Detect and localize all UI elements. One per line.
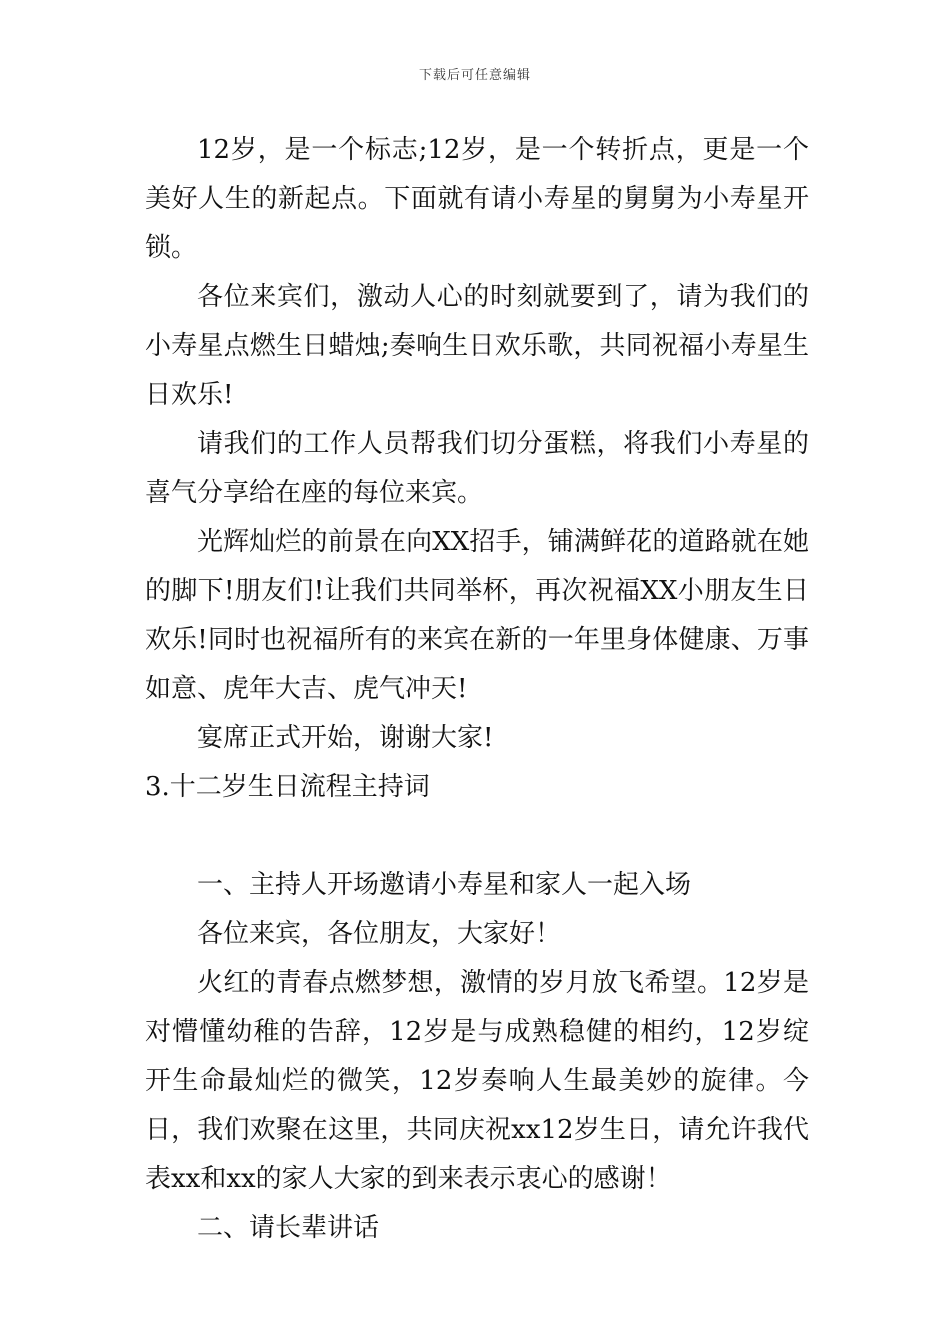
- subheading-elder-speech: 二、请长辈讲话: [197, 1213, 380, 1243]
- paragraph-unlock: 12岁，是一个标志;12岁，是一个转折点，更是一个美好人生的新起点。下面就有请小寿星的舅舅为小寿星开锁。: [145, 135, 809, 263]
- paragraph-greeting: 各位来宾，各位朋友，大家好！: [197, 919, 562, 949]
- paragraph-banquet-start: 宴席正式开始，谢谢大家!: [197, 723, 494, 753]
- subheading-opening: 一、主持人开场邀请小寿星和家人一起入场: [197, 870, 692, 900]
- paragraph-cake: 请我们的工作人员帮我们切分蛋糕，将我们小寿星的喜气分享给在座的每位来宾。: [145, 429, 809, 508]
- paragraph-toast: 光辉灿烂的前景在向XX招手，铺满鲜花的道路就在她的脚下!朋友们!让我们共同举杯，再次祝福XX小朋友生日欢乐!同时也祝福所有的来宾在新的一年里身体健康、万事如意、虎年大吉、虎气冲天!: [145, 527, 809, 704]
- paragraph-candles: 各位来宾们，激动人心的时刻就要到了，请为我们的小寿星点燃生日蜡烛;奏响生日欢乐歌，共同祝福小寿星生日欢乐!: [145, 282, 809, 410]
- document-body: [145, 126, 809, 1253]
- page-header-caption: 下载后可任意编辑: [418, 68, 531, 83]
- section-heading: 3.十二岁生日流程主持词: [145, 772, 430, 802]
- paragraph-celebration: 火红的青春点燃梦想，激情的岁月放飞希望。12岁是对懵懂幼稚的告辞，12岁是与成熟稳健的相约，12岁绽开生命最灿烂的微笑，12岁奏响人生最美妙的旋律。今日，我们欢聚在这里，共同庆祝xx12岁生日，请允许我代表xx和xx的家人大家的到来表示衷心的感谢！: [145, 968, 809, 1194]
